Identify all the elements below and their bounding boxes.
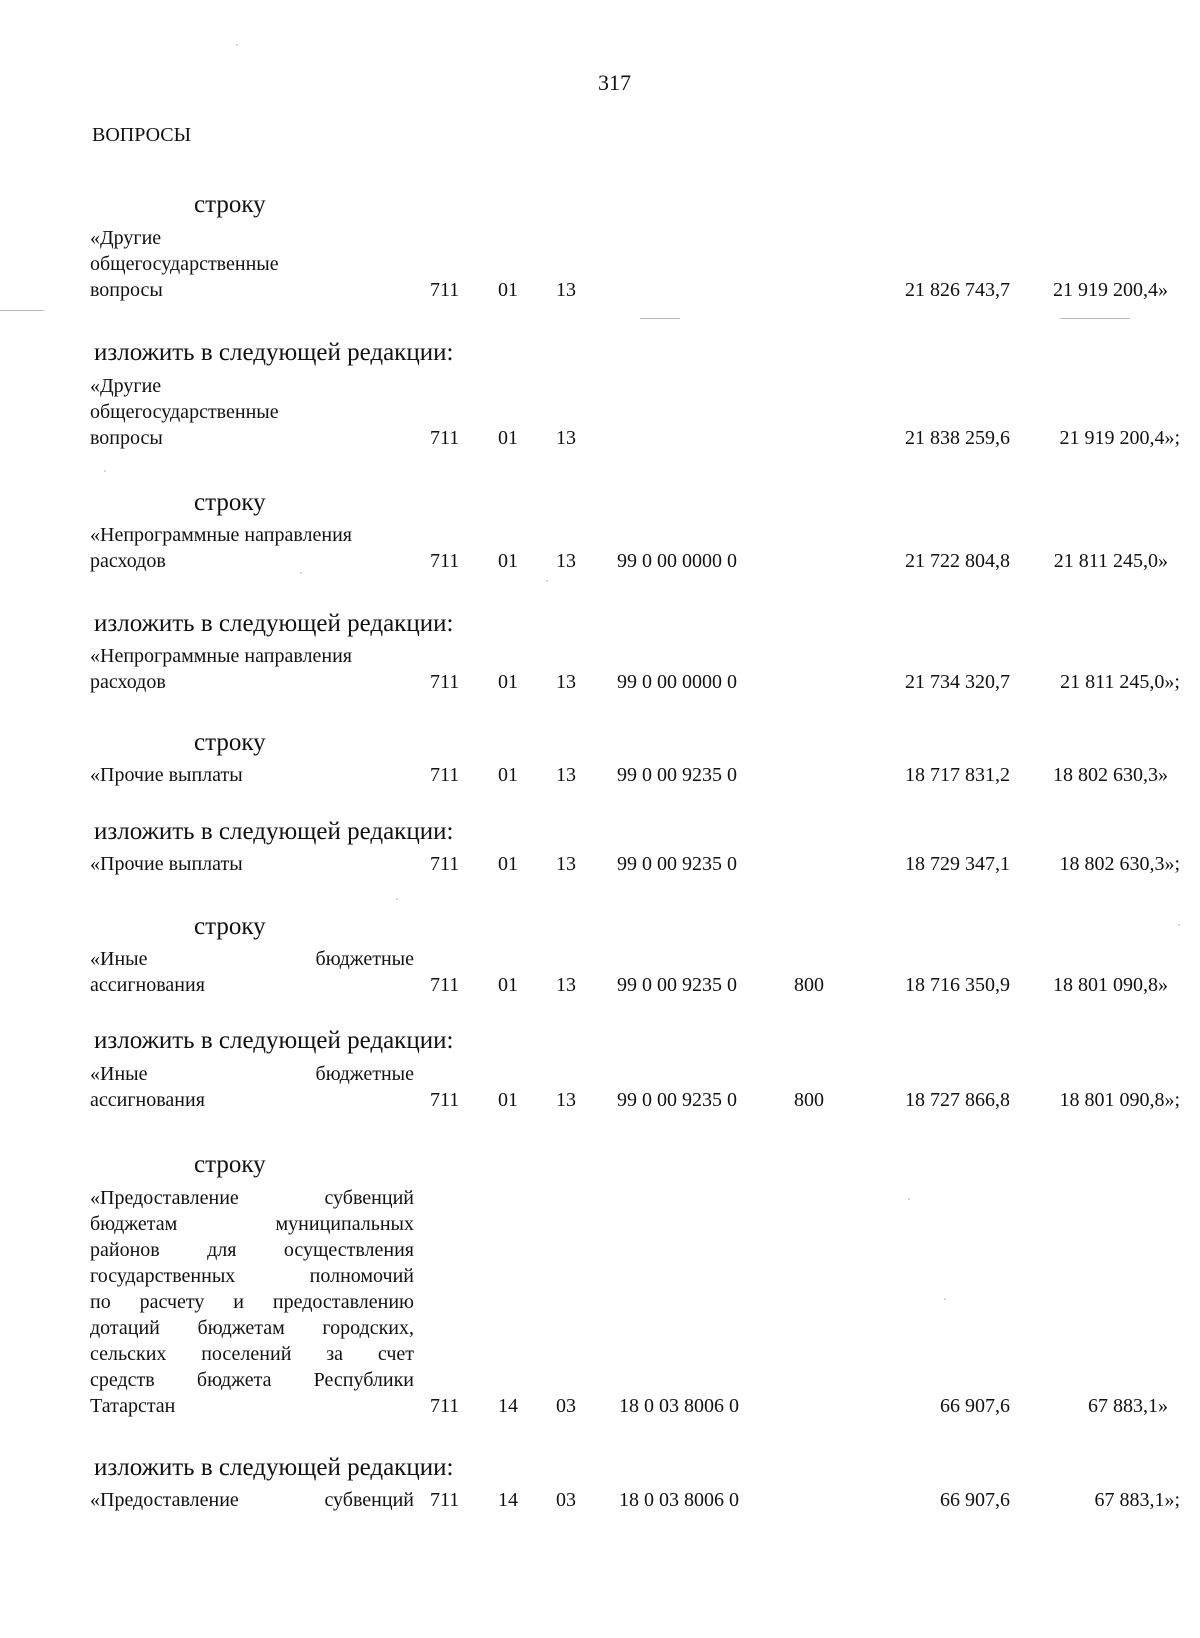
col-subsection: 03 xyxy=(556,1395,576,1417)
col-amount-1: 21 826 743,7 xyxy=(905,279,1010,301)
col-section: 01 xyxy=(498,279,518,301)
scan-noise-mark xyxy=(1178,924,1180,926)
row-name-line: «Другие xyxy=(90,375,162,397)
row-name-line: расходов xyxy=(90,550,166,572)
col-ministry: 711 xyxy=(430,279,460,301)
col-amount-1: 66 907,6 xyxy=(940,1395,1010,1417)
row-name-line: расходов xyxy=(90,671,166,693)
col-amount-1: 18 716 350,9 xyxy=(905,974,1010,996)
row-name-line: по расчету и предоставлению xyxy=(90,1291,414,1313)
col-section: 01 xyxy=(498,853,518,875)
col-target-code: 18 0 03 8006 0 xyxy=(619,1395,739,1417)
col-amount-1: 18 729 347,1 xyxy=(905,853,1010,875)
row-name-line: «Непрограммные направления xyxy=(90,524,352,546)
block-label: строку xyxy=(194,1151,266,1178)
col-amount-2: 67 883,1»; xyxy=(1094,1489,1180,1511)
col-ministry: 711 xyxy=(430,853,460,875)
col-subsection: 13 xyxy=(556,550,576,572)
row-name-line: ассигнования xyxy=(90,1089,205,1111)
col-subsection: 03 xyxy=(556,1489,576,1511)
row-name-line: сельских поселений за счет xyxy=(90,1343,414,1365)
col-subsection: 13 xyxy=(556,427,576,449)
scan-noise-mark xyxy=(908,1198,910,1200)
col-amount-2: 67 883,1» xyxy=(1088,1395,1168,1417)
col-ministry: 711 xyxy=(430,1489,460,1511)
col-subsection: 13 xyxy=(556,1089,576,1111)
row-name-line: общегосударственные xyxy=(90,253,279,275)
continuation-line: ВОПРОСЫ xyxy=(92,124,192,146)
row-name-line: вопросы xyxy=(90,279,163,301)
row-name-line: бюджетам муниципальных xyxy=(90,1213,414,1235)
scan-noise-mark xyxy=(1060,318,1130,319)
col-amount-1: 18 717 831,2 xyxy=(905,764,1010,786)
block-label: строку xyxy=(194,191,266,218)
col-subsection: 13 xyxy=(556,279,576,301)
col-section: 14 xyxy=(498,1395,518,1417)
col-target-code: 99 0 00 9235 0 xyxy=(617,1089,737,1111)
row-name-line: «Иные бюджетные xyxy=(90,1063,414,1085)
col-section: 01 xyxy=(498,764,518,786)
col-target-code: 99 0 00 9235 0 xyxy=(617,853,737,875)
col-amount-1: 21 734 320,7 xyxy=(905,671,1010,693)
block-label: строку xyxy=(194,729,266,756)
row-name-line: «Другие xyxy=(90,227,162,249)
row-name-line: «Непрограммные направления xyxy=(90,645,352,667)
col-target-code: 18 0 03 8006 0 xyxy=(619,1489,739,1511)
row-name-line: «Предоставление субвенций xyxy=(90,1187,414,1209)
scan-noise-mark xyxy=(300,572,302,574)
col-section: 01 xyxy=(498,550,518,572)
row-name-line: средств бюджета Республики xyxy=(90,1369,414,1391)
col-amount-1: 66 907,6 xyxy=(940,1489,1010,1511)
row-name-line: вопросы xyxy=(90,427,163,449)
block-label: строку xyxy=(194,913,266,940)
col-amount-2: 18 801 090,8»; xyxy=(1059,1089,1180,1111)
col-target-code: 99 0 00 0000 0 xyxy=(617,550,737,572)
scan-noise-mark xyxy=(104,470,106,472)
col-ministry: 711 xyxy=(430,550,460,572)
block-label: изложить в следующей редакции: xyxy=(94,610,454,637)
col-amount-1: 21 838 259,6 xyxy=(905,427,1010,449)
col-section: 01 xyxy=(498,974,518,996)
row-name-line: Татарстан xyxy=(90,1395,176,1417)
scan-noise-mark xyxy=(944,1298,946,1300)
col-amount-1: 18 727 866,8 xyxy=(905,1089,1010,1111)
col-amount-2: 21 919 200,4» xyxy=(1053,279,1168,301)
col-expense-type: 800 xyxy=(794,974,824,996)
col-section: 01 xyxy=(498,427,518,449)
scan-noise-mark xyxy=(236,44,238,46)
scan-noise-mark xyxy=(0,310,44,311)
col-amount-2: 18 802 630,3»; xyxy=(1059,853,1180,875)
col-amount-2: 21 811 245,0»; xyxy=(1060,671,1180,693)
col-section: 01 xyxy=(498,1089,518,1111)
col-subsection: 13 xyxy=(556,764,576,786)
col-subsection: 13 xyxy=(556,671,576,693)
col-ministry: 711 xyxy=(430,1395,460,1417)
col-amount-2: 18 802 630,3» xyxy=(1053,764,1168,786)
scan-noise-mark xyxy=(640,318,680,319)
row-name-line: государственных полномочий xyxy=(90,1265,414,1287)
col-section: 14 xyxy=(498,1489,518,1511)
col-ministry: 711 xyxy=(430,1089,460,1111)
block-label: изложить в следующей редакции: xyxy=(94,818,454,845)
row-name-line: ассигнования xyxy=(90,974,205,996)
page-number: 317 xyxy=(598,70,631,95)
block-label: изложить в следующей редакции: xyxy=(94,1027,454,1054)
col-ministry: 711 xyxy=(430,427,460,449)
row-name-line: «Прочие выплаты xyxy=(90,853,243,875)
block-label: изложить в следующей редакции: xyxy=(94,1454,454,1481)
col-ministry: 711 xyxy=(430,974,460,996)
col-amount-2: 21 811 245,0» xyxy=(1053,550,1168,572)
row-name-line: «Предоставление субвенций xyxy=(90,1489,414,1511)
col-subsection: 13 xyxy=(556,853,576,875)
col-target-code: 99 0 00 0000 0 xyxy=(617,671,737,693)
col-amount-2: 18 801 090,8» xyxy=(1053,974,1168,996)
col-ministry: 711 xyxy=(430,764,460,786)
row-name-line: районов для осуществления xyxy=(90,1239,414,1261)
col-ministry: 711 xyxy=(430,671,460,693)
col-target-code: 99 0 00 9235 0 xyxy=(617,764,737,786)
col-target-code: 99 0 00 9235 0 xyxy=(617,974,737,996)
col-subsection: 13 xyxy=(556,974,576,996)
scan-noise-mark xyxy=(546,580,548,582)
scan-noise-mark xyxy=(396,898,398,900)
col-amount-1: 21 722 804,8 xyxy=(905,550,1010,572)
col-expense-type: 800 xyxy=(794,1089,824,1111)
col-section: 01 xyxy=(498,671,518,693)
row-name-line: общегосударственные xyxy=(90,401,279,423)
block-label: строку xyxy=(194,489,266,516)
block-label: изложить в следующей редакции: xyxy=(94,339,454,366)
row-name-line: «Иные бюджетные xyxy=(90,948,414,970)
row-name-line: дотаций бюджетам городских, xyxy=(90,1317,414,1339)
row-name-line: «Прочие выплаты xyxy=(90,764,243,786)
col-amount-2: 21 919 200,4»; xyxy=(1059,427,1180,449)
